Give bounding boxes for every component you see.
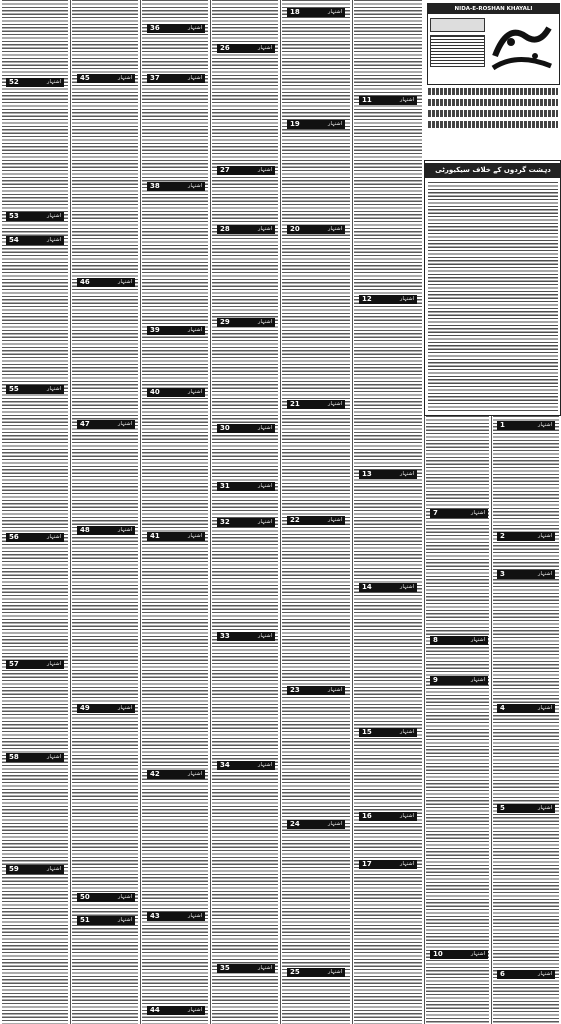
ad-number: 16 bbox=[362, 812, 372, 820]
ad-header-bar bbox=[147, 24, 205, 33]
ad-number: 45 bbox=[80, 74, 90, 82]
ad-header-bar bbox=[359, 470, 417, 479]
ad-header-bar bbox=[147, 388, 205, 397]
ad-label: اشتہار bbox=[538, 805, 552, 811]
ad-label: اشتہار bbox=[400, 296, 414, 302]
ad-number: 25 bbox=[290, 968, 300, 976]
ad-label: اشتہار bbox=[538, 422, 552, 428]
ad-label: اشتہار bbox=[328, 517, 342, 523]
ad-number: 17 bbox=[362, 860, 372, 868]
ad-header-bar bbox=[77, 916, 135, 925]
editor-line bbox=[428, 99, 558, 106]
ad-header-bar bbox=[217, 761, 275, 770]
ad-header-bar bbox=[77, 893, 135, 902]
ad-header-bar bbox=[217, 166, 275, 175]
ad-number: 51 bbox=[80, 916, 90, 924]
ad-number: 36 bbox=[150, 24, 160, 32]
ad-number: 54 bbox=[9, 236, 19, 244]
ad-number: 12 bbox=[362, 295, 372, 303]
column-5 bbox=[280, 0, 352, 1024]
ad-label: اشتہار bbox=[47, 386, 61, 392]
editor-line bbox=[428, 121, 558, 128]
ad-label: اشتہار bbox=[400, 861, 414, 867]
ad-header-bar bbox=[77, 704, 135, 713]
ad-header-bar bbox=[287, 8, 345, 17]
ad-number: 7 bbox=[433, 509, 438, 517]
ad-header-bar bbox=[77, 74, 135, 83]
ad-header-bar bbox=[497, 804, 555, 813]
lead-article-frame bbox=[424, 160, 561, 416]
ad-number: 56 bbox=[9, 533, 19, 541]
ad-number: 39 bbox=[150, 326, 160, 334]
ad-label: اشتہار bbox=[328, 821, 342, 827]
ad-number: 6 bbox=[500, 970, 505, 978]
ad-number: 32 bbox=[220, 518, 230, 526]
ad-label: اشتہار bbox=[471, 510, 485, 516]
ad-header-bar bbox=[497, 421, 555, 430]
ad-header-bar bbox=[287, 968, 345, 977]
ad-number: 58 bbox=[9, 753, 19, 761]
ad-label: اشتہار bbox=[188, 25, 202, 31]
ad-number: 59 bbox=[9, 865, 19, 873]
ad-header-bar bbox=[147, 326, 205, 335]
ad-number: 5 bbox=[500, 804, 505, 812]
ad-header-bar bbox=[497, 704, 555, 713]
ad-number: 11 bbox=[362, 96, 372, 104]
column-8 bbox=[491, 416, 561, 1024]
ad-label: اشتہار bbox=[118, 894, 132, 900]
ad-number: 4 bbox=[500, 704, 505, 712]
ad-number: 14 bbox=[362, 583, 372, 591]
ad-header-bar bbox=[287, 120, 345, 129]
ad-number: 26 bbox=[220, 44, 230, 52]
ad-header-bar bbox=[359, 295, 417, 304]
ad-header-bar bbox=[287, 686, 345, 695]
ad-number: 13 bbox=[362, 470, 372, 478]
ad-number: 47 bbox=[80, 420, 90, 428]
ad-number: 37 bbox=[150, 74, 160, 82]
ad-header-bar bbox=[6, 385, 64, 394]
ad-label: اشتہار bbox=[400, 97, 414, 103]
ad-label: اشتہار bbox=[188, 183, 202, 189]
ad-label: اشتہار bbox=[258, 965, 272, 971]
ad-label: اشتہار bbox=[258, 167, 272, 173]
ad-number: 24 bbox=[290, 820, 300, 828]
ad-header-bar bbox=[359, 583, 417, 592]
ad-label: اشتہار bbox=[538, 705, 552, 711]
editor-line bbox=[428, 88, 558, 95]
ad-label: اشتہار bbox=[47, 213, 61, 219]
ad-label: اشتہار bbox=[258, 319, 272, 325]
ad-number: 48 bbox=[80, 526, 90, 534]
ad-label: اشتہار bbox=[47, 661, 61, 667]
ad-number: 30 bbox=[220, 424, 230, 432]
ad-label: اشتہار bbox=[538, 571, 552, 577]
ad-header-bar bbox=[359, 96, 417, 105]
ad-number: 34 bbox=[220, 761, 230, 769]
ad-number: 40 bbox=[150, 388, 160, 396]
ad-number: 50 bbox=[80, 893, 90, 901]
ad-label: اشتہار bbox=[258, 425, 272, 431]
ad-number: 42 bbox=[150, 770, 160, 778]
ad-header-bar bbox=[147, 1006, 205, 1015]
ad-header-bar bbox=[6, 78, 64, 87]
ad-label: اشتہار bbox=[538, 971, 552, 977]
ad-header-bar bbox=[147, 532, 205, 541]
ad-label: اشتہار bbox=[118, 421, 132, 427]
ad-label: اشتہار bbox=[400, 813, 414, 819]
ad-header-bar bbox=[217, 44, 275, 53]
ad-header-bar bbox=[6, 660, 64, 669]
ad-header-bar bbox=[287, 400, 345, 409]
ad-header-bar bbox=[217, 424, 275, 433]
column-2 bbox=[70, 0, 140, 1024]
ad-header-bar bbox=[497, 532, 555, 541]
ad-header-bar bbox=[430, 636, 488, 645]
ad-header-bar bbox=[430, 509, 488, 518]
ad-header-bar bbox=[147, 182, 205, 191]
ad-header-bar bbox=[6, 753, 64, 762]
ad-header-bar bbox=[359, 812, 417, 821]
ad-number: 28 bbox=[220, 225, 230, 233]
ad-label: اشتہار bbox=[328, 687, 342, 693]
ad-label: اشتہار bbox=[47, 754, 61, 760]
ad-header-bar bbox=[497, 570, 555, 579]
ad-number: 20 bbox=[290, 225, 300, 233]
ad-label: اشتہار bbox=[47, 237, 61, 243]
ad-number: 44 bbox=[150, 1006, 160, 1014]
ad-label: اشتہار bbox=[328, 226, 342, 232]
ad-label: اشتہار bbox=[188, 913, 202, 919]
column-6 bbox=[352, 0, 424, 1024]
ad-header-bar bbox=[287, 820, 345, 829]
ad-label: اشتہار bbox=[118, 279, 132, 285]
ad-label: اشتہار bbox=[258, 45, 272, 51]
ad-label: اشتہار bbox=[188, 75, 202, 81]
ad-label: اشتہار bbox=[188, 389, 202, 395]
ad-label: اشتہار bbox=[118, 705, 132, 711]
editor-line bbox=[428, 110, 558, 117]
english-name: NIDA-E-ROSHAN KHAYALI bbox=[428, 4, 559, 14]
ad-header-bar bbox=[497, 970, 555, 979]
ad-label: اشتہار bbox=[471, 637, 485, 643]
column-4 bbox=[210, 0, 280, 1024]
ad-number: 21 bbox=[290, 400, 300, 408]
ad-label: اشتہار bbox=[118, 75, 132, 81]
ad-label: اشتہار bbox=[328, 121, 342, 127]
ad-label: اشتہار bbox=[258, 633, 272, 639]
ad-number: 31 bbox=[220, 482, 230, 490]
ad-number: 8 bbox=[433, 636, 438, 644]
ad-label: اشتہار bbox=[188, 533, 202, 539]
logo-box bbox=[427, 3, 560, 85]
ad-number: 3 bbox=[500, 570, 505, 578]
column-3 bbox=[140, 0, 210, 1024]
ad-header-bar bbox=[6, 533, 64, 542]
ad-label: اشتہار bbox=[258, 762, 272, 768]
ad-label: اشتہار bbox=[471, 951, 485, 957]
ad-number: 18 bbox=[290, 8, 300, 16]
ad-number: 41 bbox=[150, 532, 160, 540]
ad-header-bar bbox=[77, 420, 135, 429]
ad-number: 46 bbox=[80, 278, 90, 286]
ad-number: 55 bbox=[9, 385, 19, 393]
ad-header-bar bbox=[217, 482, 275, 491]
ad-number: 9 bbox=[433, 676, 438, 684]
ad-label: اشتہار bbox=[188, 327, 202, 333]
ad-header-bar bbox=[287, 516, 345, 525]
ad-header-bar bbox=[147, 912, 205, 921]
ad-number: 22 bbox=[290, 516, 300, 524]
ad-number: 53 bbox=[9, 212, 19, 220]
ad-header-bar bbox=[217, 964, 275, 973]
ad-number: 15 bbox=[362, 728, 372, 736]
ad-label: اشتہار bbox=[188, 771, 202, 777]
ad-header-bar bbox=[6, 236, 64, 245]
ad-label: اشتہار bbox=[400, 729, 414, 735]
ad-number: 23 bbox=[290, 686, 300, 694]
ad-header-bar bbox=[217, 225, 275, 234]
ad-header-bar bbox=[147, 770, 205, 779]
ad-header-bar bbox=[359, 728, 417, 737]
ad-label: اشتہار bbox=[258, 483, 272, 489]
ad-header-bar bbox=[6, 865, 64, 874]
ad-label: اشتہار bbox=[328, 9, 342, 15]
ad-number: 29 bbox=[220, 318, 230, 326]
ad-number: 35 bbox=[220, 964, 230, 972]
ad-header-bar bbox=[430, 950, 488, 959]
ad-label: اشتہار bbox=[47, 79, 61, 85]
ad-label: اشتہار bbox=[471, 677, 485, 683]
column-7 bbox=[424, 416, 491, 1024]
ad-header-bar bbox=[217, 518, 275, 527]
ad-number: 52 bbox=[9, 78, 19, 86]
ad-label: اشتہار bbox=[118, 917, 132, 923]
ad-label: اشتہار bbox=[258, 226, 272, 232]
ad-header-bar bbox=[217, 318, 275, 327]
ad-label: اشتہار bbox=[400, 584, 414, 590]
ad-number: 33 bbox=[220, 632, 230, 640]
ad-label: اشتہار bbox=[188, 1007, 202, 1013]
ad-header-bar bbox=[6, 212, 64, 221]
ad-number: 2 bbox=[500, 532, 505, 540]
ad-header-bar bbox=[359, 860, 417, 869]
ad-number: 43 bbox=[150, 912, 160, 920]
ad-label: اشتہار bbox=[328, 969, 342, 975]
ad-header-bar bbox=[287, 225, 345, 234]
ad-label: اشتہار bbox=[258, 519, 272, 525]
ad-label: اشتہار bbox=[47, 534, 61, 540]
ad-label: اشتہار bbox=[538, 533, 552, 539]
ad-number: 57 bbox=[9, 660, 19, 668]
ad-label: اشتہار bbox=[328, 401, 342, 407]
ad-number: 10 bbox=[433, 950, 443, 958]
ad-header-bar bbox=[147, 74, 205, 83]
ad-number: 49 bbox=[80, 704, 90, 712]
ad-header-bar bbox=[430, 676, 488, 685]
ad-number: 19 bbox=[290, 120, 300, 128]
ad-label: اشتہار bbox=[400, 471, 414, 477]
ad-label: اشتہار bbox=[47, 866, 61, 872]
ad-number: 38 bbox=[150, 182, 160, 190]
ad-header-bar bbox=[77, 526, 135, 535]
ad-number: 27 bbox=[220, 166, 230, 174]
editorial-credits bbox=[428, 88, 558, 158]
ad-label: اشتہار bbox=[118, 527, 132, 533]
ad-number: 1 bbox=[500, 421, 505, 429]
ad-header-bar bbox=[77, 278, 135, 287]
lead-headline: دہشت گردوں کے خلاف سیکیورٹی bbox=[425, 163, 561, 178]
ad-header-bar bbox=[217, 632, 275, 641]
